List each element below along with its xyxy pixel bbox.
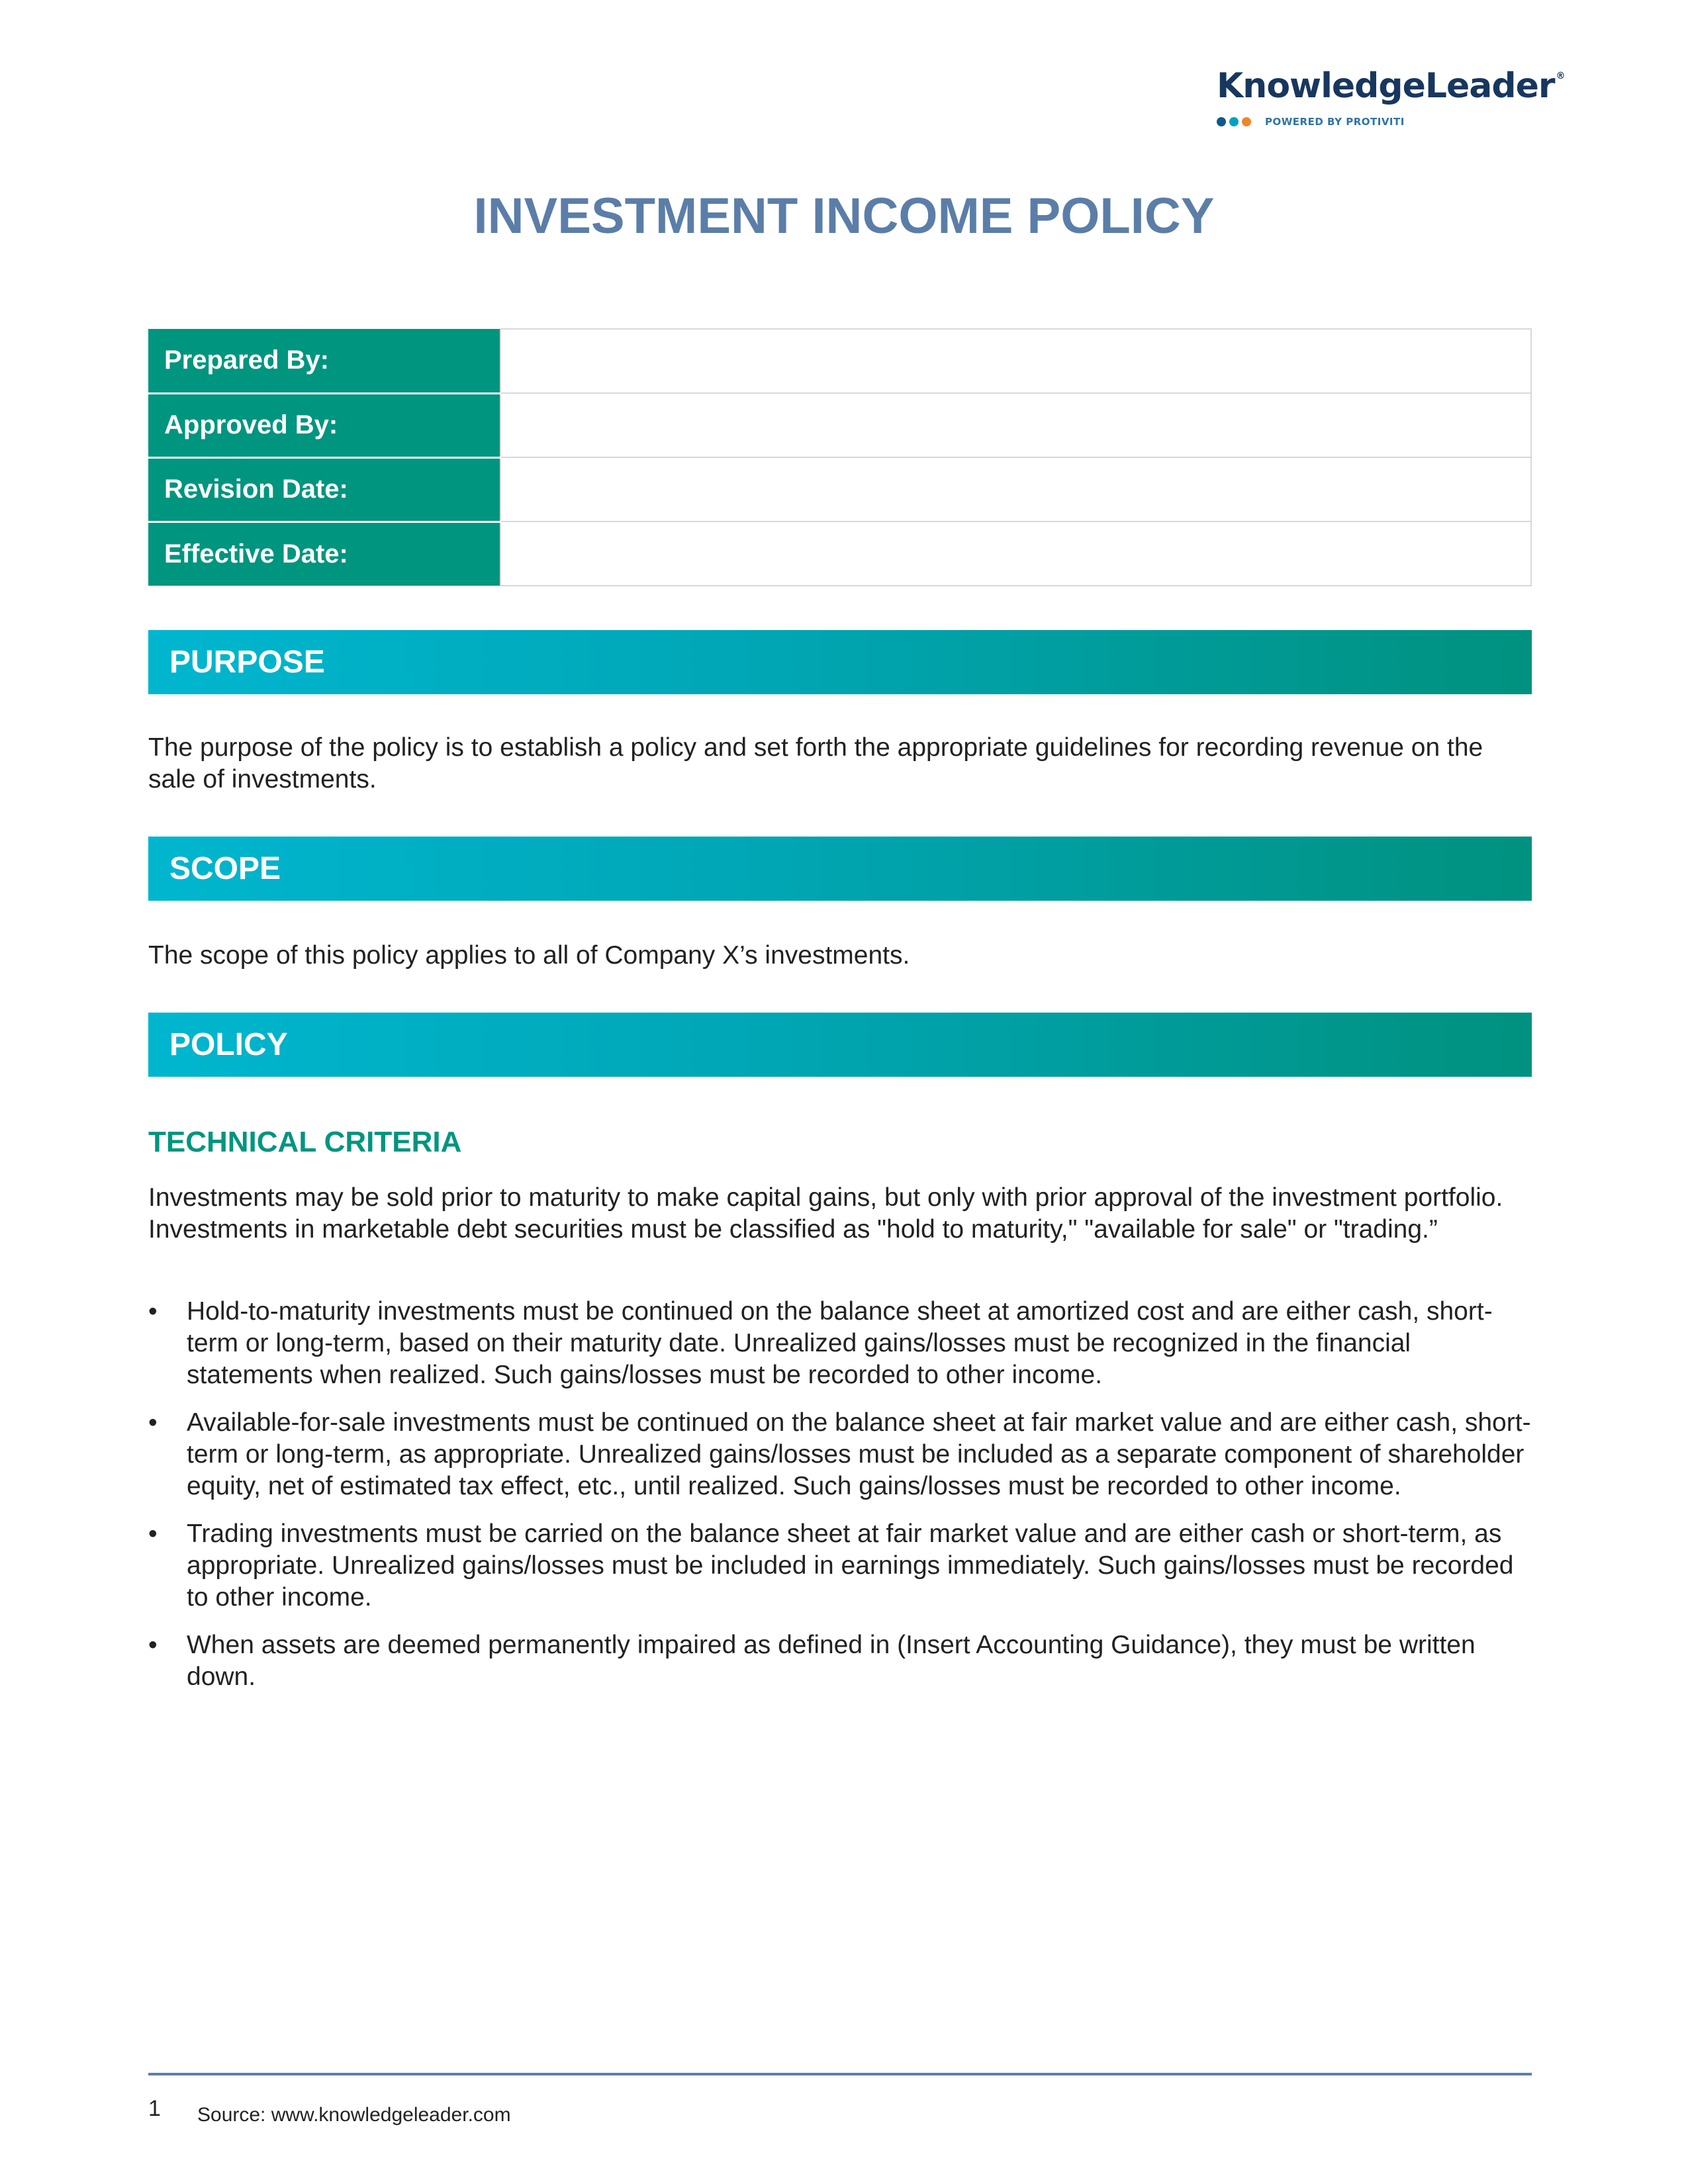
logo-dot-icon <box>1229 117 1239 126</box>
page-title: INVESTMENT INCOME POLICY <box>473 188 1215 244</box>
policy-heading: POLICY <box>148 1013 1532 1077</box>
page-number: 1 <box>148 2096 161 2121</box>
table-row <box>148 393 1531 457</box>
bullet-icon: • <box>148 1408 158 1437</box>
approved-by-field[interactable] <box>500 393 1531 457</box>
document-info-table <box>148 328 1532 586</box>
logo-wordmark <box>1217 53 1565 109</box>
purpose-heading: PURPOSE <box>148 630 1532 694</box>
logo-powered-by: POWERED BY PROTIVITI <box>1265 116 1405 128</box>
logo-dot-icon <box>1242 117 1251 126</box>
list-item <box>148 1407 1532 1502</box>
prepared-by-field[interactable] <box>500 329 1531 393</box>
bullet-icon: • <box>148 1297 158 1326</box>
table-row <box>148 522 1531 586</box>
table-row <box>148 457 1531 522</box>
logo-dot-icon <box>1217 117 1226 126</box>
logo-registered-mark: ® <box>1556 71 1565 81</box>
bullet-icon: • <box>148 1631 158 1659</box>
approved-by-label: Approved By: <box>148 393 500 457</box>
effective-date-field[interactable] <box>500 522 1531 586</box>
revision-date-label: Revision Date: <box>148 457 500 522</box>
list-item <box>148 1296 1532 1391</box>
technical-criteria-heading: TECHNICAL CRITERIA <box>148 1126 462 1158</box>
list-item <box>148 1629 1532 1693</box>
list-item-text: Available-for-sale investments must be continued on the balance sheet at fair market value and are either cash, short-term or long-term, as appropriate. Unrealized gains/losses must be included as a separate component of shareholder equity, net of estimated tax effect, etc., until realized. Such gains/losses must be recorded to other income. <box>187 1408 1531 1500</box>
knowledgeleader-logo <box>1217 53 1565 128</box>
effective-date-label: Effective Date: <box>148 522 500 586</box>
logo-wordmark-text: KnowledgeLeader <box>1217 66 1555 106</box>
list-item <box>148 1518 1532 1614</box>
list-item-text: When assets are deemed permanently impaired as defined in (Insert Accounting Guidance), they must be written down. <box>187 1631 1476 1691</box>
footer-divider <box>148 2073 1532 2075</box>
policy-bullet-list <box>148 1296 1532 1709</box>
scope-body: The scope of this policy applies to all of Company X’s investments. <box>148 941 910 970</box>
table-row <box>148 329 1531 393</box>
policy-intro: Investments may be sold prior to maturity to make capital gains, but only with prior approval of the investment portfolio. Investments in marketable debt securities must be classified as "hold to maturity," "available for sale" or "trading.” <box>148 1183 1503 1244</box>
bullet-icon: • <box>148 1520 158 1548</box>
scope-heading: SCOPE <box>148 837 1532 901</box>
footer-source: Source: www.knowledgeleader.com <box>197 2104 511 2126</box>
list-item-text: Hold-to-maturity investments must be continued on the balance sheet at amortized cost and are either cash, short-term or long-term, based on their maturity date. Unrealized gains/losses must be recognized in the financial statements when realized. Such gains/losses must be recorded to other income. <box>187 1297 1493 1389</box>
prepared-by-label: Prepared By: <box>148 329 500 393</box>
logo-tagline <box>1217 112 1534 132</box>
revision-date-field[interactable] <box>500 457 1531 522</box>
list-item-text: Trading investments must be carried on the balance sheet at fair market value and are either cash or short-term, as appropriate. Unrealized gains/losses must be included in earnings immediately. Such gains/losses must be recorded to other income. <box>187 1520 1514 1612</box>
purpose-body: The purpose of the policy is to establish a policy and set forth the appropriate guidelines for recording revenue on the sale of investments. <box>148 733 1483 794</box>
